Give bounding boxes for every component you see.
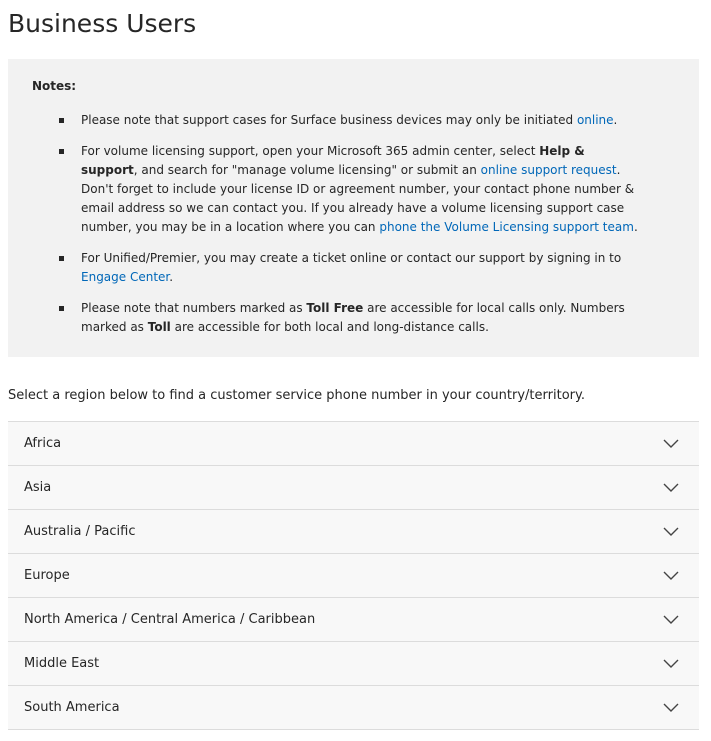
region-item-australia-pacific[interactable] — [8, 510, 699, 554]
note-text: . Don't forget to include your license ID or agreement number, your contact phone number & email address so we can contact you. If you already have a volume licensing support case number, you may be in a location where you can — [81, 163, 635, 234]
region-label: Australia / Pacific — [24, 524, 136, 539]
page-title: Business Users — [8, 9, 197, 38]
note-item-surface-support — [81, 111, 641, 130]
bullet-icon — [59, 149, 64, 154]
chevron-down-icon — [663, 612, 679, 626]
chevron-down-icon — [663, 524, 679, 538]
bullet-icon — [59, 118, 64, 123]
note-text: . — [169, 270, 174, 284]
volume-licensing-phone-link[interactable]: phone the Volume Licensing support team — [379, 220, 634, 234]
note-text: For Unified/Premier, you may create a ticket online or contact our support by signing in to — [81, 251, 622, 265]
bullet-icon — [59, 256, 64, 261]
note-text: . — [633, 220, 638, 234]
note-text: Please note that numbers marked as — [81, 301, 307, 315]
help-support-label: Help & support — [81, 144, 585, 177]
region-item-asia[interactable] — [8, 466, 699, 510]
region-item-europe[interactable] — [8, 554, 699, 598]
online-support-request-link[interactable]: online support request — [480, 163, 617, 177]
online-link[interactable]: online — [576, 113, 614, 127]
note-item-volume-licensing — [81, 142, 641, 237]
note-text: Please note that support cases for Surface business devices may only be initiated — [81, 113, 577, 127]
note-text: , and search for "manage volume licensing" or submit an — [133, 163, 481, 177]
toll-free-label: Toll Free — [306, 301, 364, 315]
note-text: . — [613, 113, 618, 127]
chevron-down-icon — [663, 656, 679, 670]
region-instructions: Select a region below to find a customer service phone number in your country/territory. — [8, 388, 585, 403]
region-accordion — [8, 421, 699, 730]
region-label: South America — [24, 700, 120, 715]
chevron-down-icon — [663, 700, 679, 714]
region-item-africa[interactable] — [8, 422, 699, 466]
region-item-south-america[interactable] — [8, 686, 699, 730]
bullet-icon — [59, 306, 64, 311]
region-label: Middle East — [24, 656, 100, 671]
note-text: are accessible for both local and long-distance calls. — [170, 320, 489, 334]
note-item-toll-information — [81, 299, 641, 337]
note-item-unified-premier — [81, 249, 641, 287]
chevron-down-icon — [663, 568, 679, 582]
region-label: Asia — [24, 480, 52, 495]
note-text: are accessible for local calls only. Numbers marked as — [81, 301, 625, 334]
chevron-down-icon — [663, 480, 679, 494]
note-text: For volume licensing support, open your Microsoft 365 admin center, select — [81, 144, 540, 158]
engage-center-link[interactable]: Engage Center — [81, 270, 170, 284]
chevron-down-icon — [663, 436, 679, 450]
region-label: Europe — [24, 568, 70, 583]
notes-panel — [8, 59, 699, 357]
toll-label: Toll — [147, 320, 171, 334]
region-item-north-central-america-caribbean[interactable] — [8, 598, 699, 642]
region-label: North America / Central America / Caribbean — [24, 612, 316, 627]
region-label: Africa — [24, 436, 62, 451]
notes-heading: Notes: — [32, 79, 77, 93]
region-item-middle-east[interactable] — [8, 642, 699, 686]
